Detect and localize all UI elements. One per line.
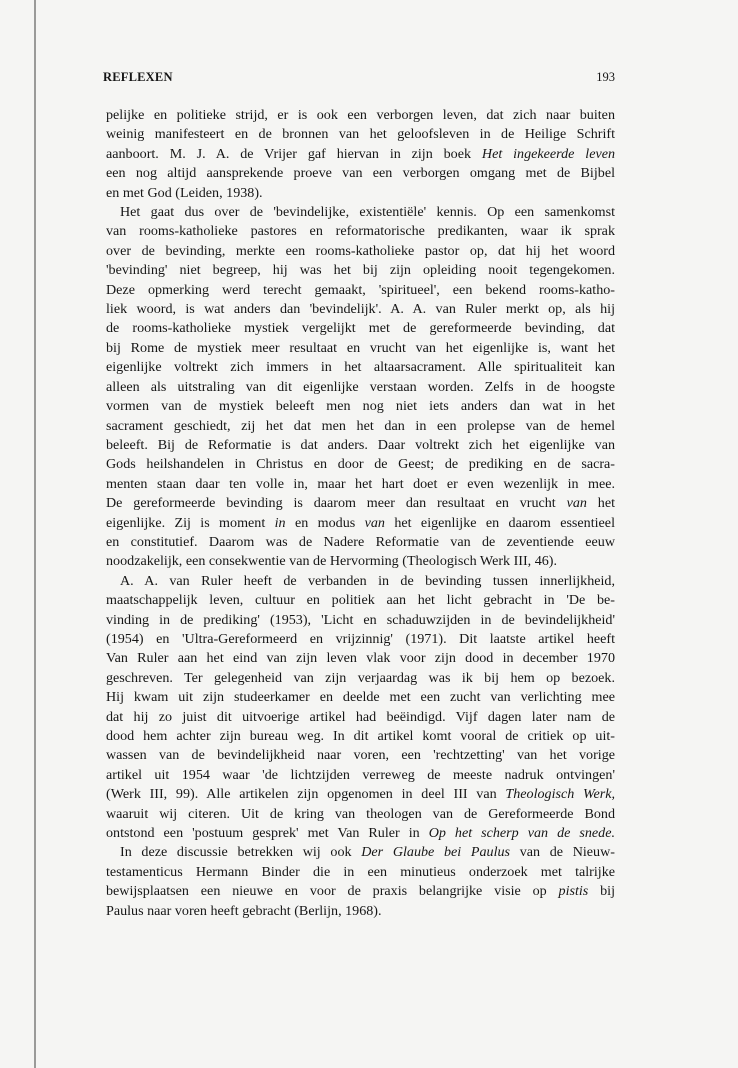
text-line: vinding in de prediking' (1953), 'Licht en schaduwzijden in de bevindelijkheid' (106, 611, 615, 628)
text-line: een nog altijd aansprekende proeve van een verborgen omgang met de Bijbel (106, 165, 615, 182)
emphasis: van (566, 495, 587, 512)
text-line: pelijke en politieke strijd, er is ook een verborgen leven, dat zich naar buiten (106, 107, 615, 123)
text-line: maatschappelijk leven, cultuur en politiek aan het licht gebracht in 'De be- (106, 592, 615, 609)
text-line: noodzakelijk, een consekwentie van de Hervorming (Theologisch Werk III, 46). (106, 553, 558, 570)
text-line: wassen van de bevindelijkheid naar voren, een 'rechtzetting' van het vorige (106, 747, 615, 764)
text-line: De gereformeerde bevinding is daarom meer dan resultaat en vrucht van het (106, 495, 615, 512)
running-header (103, 70, 615, 88)
text-line: 'bevinding' niet begreep, hij was het bij zijn opleiding nooit tegengekomen. (106, 262, 615, 279)
body-text (106, 106, 615, 921)
text-line: over de bevinding, merkte een rooms-katholieke pastor op, dat hij het woord (106, 242, 615, 259)
text-line: Deze opmerking werd terecht gemaakt, 'spiritueel', een bekend rooms-katho- (106, 281, 615, 298)
text-line: waaruit wij citeren. Uit de kring van theologen van de Gereformeerde Bond (106, 805, 615, 822)
text-line: bewijsplaatsen een nieuwe en voor de praxis belangrijke visie op pistis bij (106, 883, 615, 900)
text-line: Het gaat dus over de 'bevindelijke, existentiële' kennis. Op een samenkomst (120, 204, 615, 221)
page-edge (34, 0, 36, 1068)
text-line: ontstond een 'postuum gesprek' met Van Ruler in Op het scherp van de snede. (106, 825, 615, 842)
text-line: Gods heilshandelen in Christus en door de Geest; de prediking en de sacra- (106, 456, 615, 473)
text-line: alleen als uitstraling van dit eigenlijke verstaan worden. Zelfs in de hoogste (106, 378, 615, 395)
book-title: Het ingekeerde leven (481, 145, 615, 162)
text-line: sacrament geschiedt, zij het dat men het dan in een prolepse van de hemel (106, 417, 615, 434)
text-line: geschreven. Ter gelegenheid van zijn verjaardag was ik bij hem op bezoek. (106, 669, 615, 686)
text-line: In deze discussie betrekken wij ook Der Glaube bei Paulus van de Nieuw- (120, 844, 615, 861)
text-line: weinig manifesteert en de bronnen van het geloofsleven in de Heilige Schrift (106, 126, 615, 143)
emphasis: in (274, 514, 286, 531)
text-line: dat hij zo juist dit uitvoerige artikel had beëindigd. Vijf dagen later nam de (106, 708, 615, 725)
running-title: REFLEXEN (103, 70, 173, 84)
text-line: vormen van de mystiek beleeft men nog niet iets anders dan wat in het (106, 398, 615, 415)
text-line: menten staan daar ten volle in, maar het hart doet er even wezenlijk in mee. (106, 475, 615, 492)
text-line: liek woord, is wat anders dan 'bevindelijk'. A. A. van Ruler merkt op, als hij (106, 301, 615, 318)
text-line: Van Ruler aan het eind van zijn leven vlak voor zijn dood in december 1970 (106, 650, 615, 667)
text-line: beleeft. Bij de Reformatie is dat anders. Daar voltrekt zich het eigenlijke van (106, 436, 615, 453)
emphasis: pistis (558, 883, 589, 900)
book-title: Op het scherp van de snede. (428, 825, 615, 842)
text-line: (Werk III, 99). Alle artikelen zijn opgenomen in deel III van Theologisch Werk, (106, 786, 615, 803)
text-line: de rooms-katholieke mystiek vergelijkt met de gereformeerde bevinding, dat (106, 320, 615, 337)
text-line: dood hem achter zijn bureau weg. In dit artikel komt vooral de critiek op uit- (106, 728, 615, 744)
text-line: eigenlijke. Zij is moment in en modus van het eigenlijke en daarom essentieel (106, 514, 615, 531)
text-line: Hij kwam uit zijn studeerkamer en deelde met een zucht van verlichting mee (106, 689, 615, 706)
text-line: A. A. van Ruler heeft de verbanden in de bevinding tussen innerlijkheid, (120, 572, 615, 589)
text-line: bij Rome de mystiek meer resultaat en vrucht van het eigenlijke is, want het (106, 339, 615, 356)
text-line: aanboort. M. J. A. de Vrijer gaf hiervan in zijn boek Het ingekeerde leven (106, 145, 615, 162)
text-line: van rooms-katholieke pastores en reformatorische predikanten, waar ik sprak (106, 223, 615, 240)
text-line: en constitutief. Daarom was de Nadere Reformatie van de zeventiende eeuw (106, 533, 615, 550)
text-line: testamenticus Hermann Binder die in een minutieus onderzoek met talrijke (106, 863, 615, 880)
text-line: (1954) en 'Ultra-Gereformeerd en vrijzinnig' (1971). Dit laatste artikel heeft (106, 630, 615, 647)
emphasis: van (364, 514, 385, 531)
text-line: eigenlijke voltrekt zich immers in het altaarsacrament. Alle spiritualiteit kan (106, 359, 615, 376)
text-line: Paulus naar voren heeft gebracht (Berlijn, 1968). (106, 902, 382, 919)
book-title: Theologisch Werk, (505, 786, 615, 803)
page-number: 193 (596, 70, 615, 84)
text-line: artikel uit 1954 waar 'de lichtzijden verreweg de meeste nadruk ontvingen' (106, 766, 615, 783)
text-line: en met God (Leiden, 1938). (106, 184, 263, 201)
book-title: Der Glaube bei Paulus (361, 844, 511, 861)
